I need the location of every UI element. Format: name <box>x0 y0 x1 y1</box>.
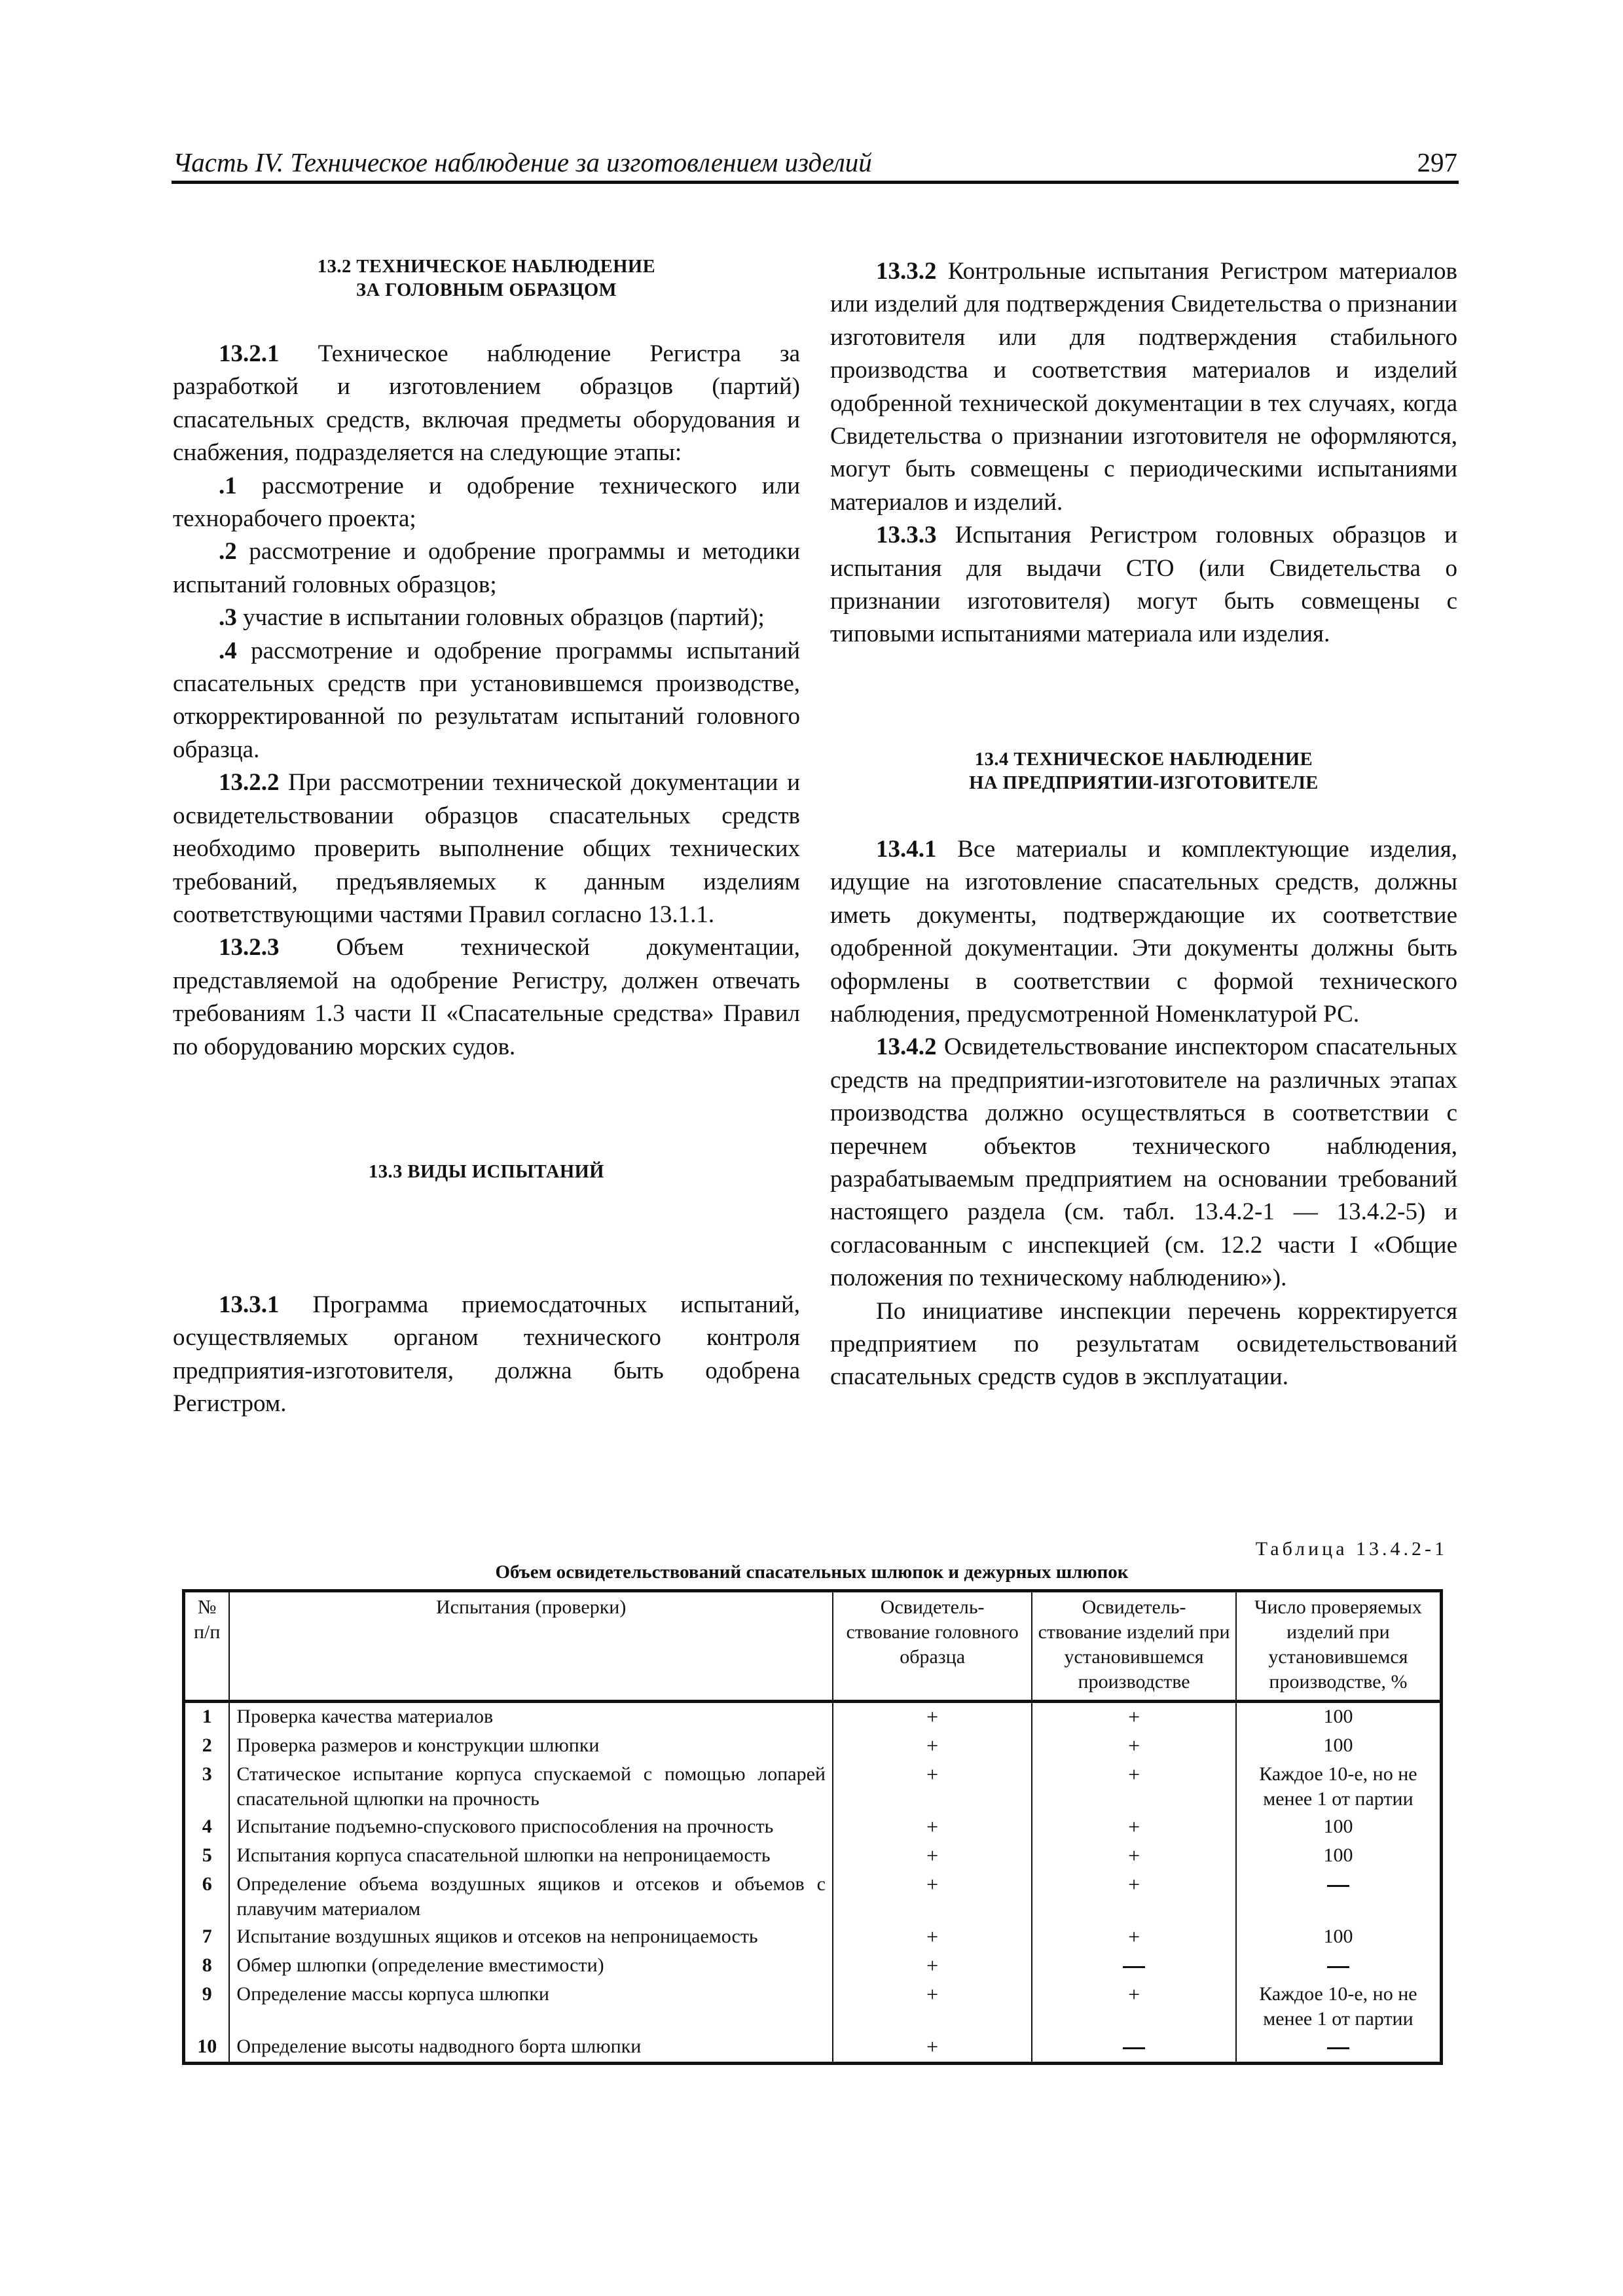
cell-text: Проверка размеров и конструкции шлюпки <box>236 1734 600 1756</box>
row-number <box>184 2033 230 2064</box>
table-row <box>184 1923 1442 1952</box>
cell-text: Испытания корпуса спасательной шлюпки на непроницаемость <box>236 1844 771 1866</box>
cell-text: + <box>926 2035 939 2058</box>
cell-text: 100 <box>1323 1926 1353 1947</box>
table-row <box>184 1702 1442 1732</box>
row-number <box>184 1761 230 1813</box>
cell-text: + <box>1128 1925 1140 1948</box>
paragraph-13-3-1 <box>173 1289 800 1421</box>
cell-text: + <box>926 1763 939 1786</box>
item-text: участие в испытании головных образцов (партий); <box>236 604 765 632</box>
header-head-sample: Освидетель- ствование головного образца <box>833 1591 1032 1702</box>
item-text: рассмотрение и одобрение технического или технорабочего проекта; <box>173 472 800 533</box>
row-number <box>184 1842 230 1871</box>
cell-text: 4 <box>202 1816 212 1837</box>
cell-text: + <box>926 1844 939 1867</box>
clause-number: 13.3.2 <box>876 258 937 285</box>
row-number <box>184 1732 230 1761</box>
cell-text: 1 <box>202 1706 212 1727</box>
table-row <box>184 1981 1442 2033</box>
cell-text: 5 <box>202 1844 212 1866</box>
item-number: .1 <box>219 472 237 499</box>
cell-text: + <box>926 1982 939 2006</box>
cell-text: + <box>926 1815 939 1839</box>
row-number <box>184 1871 230 1923</box>
section-heading-13-3 <box>173 1160 800 1184</box>
item-number: .4 <box>219 637 237 664</box>
heading-line: 13.4 ТЕХНИЧЕСКОЕ НАБЛЮДЕНИЕ <box>974 749 1313 770</box>
cell-text: + <box>1128 1982 1140 2006</box>
left-column <box>173 255 800 1421</box>
clause-number: 13.2.2 <box>219 769 280 797</box>
clause-number: 13.2.3 <box>219 934 280 961</box>
row-serial-mark <box>1032 1952 1236 1981</box>
clause-number: 13.2.1 <box>219 340 280 367</box>
row-percent <box>1236 2033 1442 2064</box>
paragraph-13-3-3 <box>830 519 1457 651</box>
row-test-name <box>229 1871 833 1923</box>
cell-text: + <box>926 1705 939 1729</box>
cell-text: + <box>1128 1705 1140 1729</box>
cell-text: Обмер шлюпки (определение вместимости) <box>236 1954 604 1976</box>
row-test-name <box>229 1923 833 1952</box>
table-row <box>184 1761 1442 1813</box>
cell-text: 100 <box>1323 1844 1353 1866</box>
row-head-sample-mark <box>833 1952 1032 1981</box>
row-head-sample-mark <box>833 1813 1032 1842</box>
table-row <box>184 1732 1442 1761</box>
table-row <box>184 2033 1442 2064</box>
paragraph-text: Освидетельствование инспектором спасательных средств на предприятии-изготовителе на различных этапах производства должно осуществляться в соответствии с перечнем объектов технического наблюдения, разрабатываемым предприятием на основании требований настоящего раздела (см. табл. 13.4.2-1 — 13.4.2-5) и согласованным с инспекцией (см. 12.2 части I «Общие положения по техническому наблюдению»). <box>830 1033 1457 1292</box>
row-serial-mark <box>1032 2033 1236 2064</box>
heading-line: НА ПРЕДПРИЯТИИ-ИЗГОТОВИТЕЛЕ <box>969 772 1319 793</box>
row-test-name <box>229 1702 833 1732</box>
table-title: Объем освидетельствований спасательных шлюпок и дежурных шлюпок <box>495 1562 1129 1583</box>
paragraph-13-4-1 <box>830 833 1457 1031</box>
cell-text: + <box>926 1734 939 1757</box>
cell-text: + <box>926 1873 939 1896</box>
heading-line: 13.2 ТЕХНИЧЕСКОЕ НАБЛЮДЕНИЕ <box>317 257 656 277</box>
row-head-sample-mark <box>833 1981 1032 2033</box>
cell-text: Испытание подъемно-спускового приспособления на прочность <box>236 1816 774 1837</box>
row-head-sample-mark <box>833 1871 1032 1923</box>
row-number <box>184 1702 230 1732</box>
list-item-3 <box>173 601 800 634</box>
cell-text: + <box>1128 1763 1140 1786</box>
paragraph-text: Все материалы и комплектующие изделия, идущие на изготовление спасательных средств, должны иметь документы, подтверждающие их соответствие одобренной документации. Эти документы должны быть оформлены в соответствии с формой технического наблюдения, предусмотренной Номенклатурой РС. <box>830 835 1457 1028</box>
paragraph-13-4-2 <box>830 1031 1457 1295</box>
cell-text: Определение высоты надводного борта шлюпки <box>236 2036 642 2057</box>
row-head-sample-mark <box>833 1702 1032 1732</box>
paragraph-13-2-3 <box>173 931 800 1064</box>
cell-text: 7 <box>202 1926 212 1947</box>
item-number: .2 <box>219 538 237 565</box>
row-percent <box>1236 1761 1442 1813</box>
row-test-name <box>229 1732 833 1761</box>
cell-text: Статическое испытание корпуса спускаемой с помощью лопарей спасательной щлюпки на прочность <box>236 1763 826 1810</box>
dash-mark <box>1327 1966 1349 1968</box>
row-test-name <box>229 1981 833 2033</box>
survey-table <box>182 1589 1443 2065</box>
running-title: Часть IV. Техническое наблюдение за изготовлением изделий <box>173 147 872 177</box>
row-serial-mark <box>1032 1981 1236 2033</box>
row-test-name <box>229 2033 833 2064</box>
paragraph-final: По инициативе инспекции перечень корректируется предприятием по результатам освидетельствований спасательных средств судов в эксплуатации. <box>830 1297 1457 1391</box>
cell-text: 2 <box>202 1734 212 1756</box>
cell-text: 100 <box>1323 1734 1353 1756</box>
table-body <box>184 1702 1442 2064</box>
clause-number: 13.3.1 <box>219 1291 280 1318</box>
paragraph-text: При рассмотрении технической документации и освидетельствовании образцов спасательных средств необходимо проверить выполнение общих технических требований, предъявляемых к данным изделиям соответствующими частями Правил согласно 13.1.1. <box>173 769 800 928</box>
cell-text: + <box>926 1925 939 1948</box>
cell-text: 6 <box>202 1873 212 1895</box>
row-test-name <box>229 1813 833 1842</box>
row-serial-mark <box>1032 1842 1236 1871</box>
row-head-sample-mark <box>833 1732 1032 1761</box>
cell-text: + <box>1128 1873 1140 1896</box>
table-row <box>184 1871 1442 1923</box>
header-name: Испытания (проверки) <box>229 1591 833 1702</box>
cell-text: 100 <box>1323 1816 1353 1837</box>
cell-text: Испытание воздушных ящиков и отсеков на непроницаемость <box>236 1926 758 1947</box>
row-serial-mark <box>1032 1732 1236 1761</box>
cell-text: Определение объема воздушных ящиков и отсеков и объемов с плавучим материалом <box>236 1873 826 1920</box>
row-percent <box>1236 1702 1442 1732</box>
right-column <box>830 255 1457 1394</box>
row-number <box>184 1813 230 1842</box>
row-serial-mark <box>1032 1871 1236 1923</box>
section-heading-13-4 <box>830 748 1457 795</box>
cell-text: Каждое 10-е, но не менее 1 от партии <box>1259 1983 1417 2030</box>
cell-text: 10 <box>197 2036 217 2057</box>
dash-mark <box>1123 2047 1145 2049</box>
list-item-1 <box>173 470 800 536</box>
cell-text: + <box>1128 1844 1140 1867</box>
table-row <box>184 1952 1442 1981</box>
clause-number: 13.4.1 <box>876 835 937 863</box>
clause-number: 13.4.2 <box>876 1033 937 1061</box>
paragraph-13-2-1 <box>173 338 800 470</box>
table-header-row <box>184 1591 1442 1702</box>
running-header <box>172 145 1459 184</box>
cell-text: + <box>1128 1734 1140 1757</box>
heading-line: 13.3 ВИДЫ ИСПЫТАНИЙ <box>369 1161 604 1182</box>
row-head-sample-mark <box>833 1761 1032 1813</box>
row-number <box>184 1981 230 2033</box>
row-percent <box>1236 1923 1442 1952</box>
row-number <box>184 1952 230 1981</box>
clause-number: 13.3.3 <box>876 522 937 549</box>
cell-text: + <box>1128 1815 1140 1839</box>
row-percent <box>1236 1981 1442 2033</box>
row-serial-mark <box>1032 1761 1236 1813</box>
paragraph-13-2-2 <box>173 766 800 931</box>
row-percent <box>1236 1813 1442 1842</box>
row-test-name <box>229 1952 833 1981</box>
dash-mark <box>1327 1885 1349 1887</box>
dash-mark <box>1327 2047 1349 2049</box>
row-serial-mark <box>1032 1923 1236 1952</box>
row-test-name <box>229 1761 833 1813</box>
paragraph-text: Программа приемосдаточных испытаний, осуществляемых органом технического контроля предприятия-изготовителя, должна быть одобрена Регистром. <box>173 1291 800 1418</box>
header-percent-checked: Число проверяемых изделий при установившемся производстве, % <box>1236 1591 1442 1702</box>
paragraph-text: Техническое наблюдение Регистра за разработкой и изготовлением образцов (партий) спасательных средств, включая предметы оборудования и снабжения, подразделяется на следующие этапы: <box>173 340 800 467</box>
item-number: .3 <box>219 604 237 632</box>
cell-text: Определение массы корпуса шлюпки <box>236 1983 549 2005</box>
row-number <box>184 1923 230 1952</box>
page-number: 297 <box>1417 147 1457 177</box>
header-serial-production: Освидетель- ствование изделий при установившемся производстве <box>1032 1591 1236 1702</box>
dash-mark <box>1123 1966 1145 1968</box>
item-text: рассмотрение и одобрение программы и методики испытаний головных образцов; <box>173 538 800 598</box>
item-text: рассмотрение и одобрение программы испытаний спасательных средств при установившемся производстве, откорректированной по результатам испытаний головного образца. <box>173 637 800 763</box>
header-num: № п/п <box>184 1591 230 1702</box>
row-test-name <box>229 1842 833 1871</box>
cell-text: 100 <box>1323 1706 1353 1727</box>
row-percent <box>1236 1952 1442 1981</box>
paragraph-text: Контрольные испытания Регистром материалов или изделий для подтверждения Свидетельства о признании изготовителя или для подтверждения стабильного производства и соответствия материалов и изделий одобренной технической документации в тех случаях, когда Свидетельства о признании изготовителя не оформляются, могут быть совмещены с периодическими испытаниями материалов и изделий. <box>830 258 1457 516</box>
cell-text: Каждое 10-е, но не менее 1 от партии <box>1259 1763 1417 1810</box>
section-heading-13-2 <box>173 255 800 302</box>
cell-text: 3 <box>202 1763 212 1785</box>
row-head-sample-mark <box>833 1842 1032 1871</box>
row-head-sample-mark <box>833 2033 1032 2064</box>
paragraph-13-3-2 <box>830 255 1457 519</box>
cell-text: + <box>926 1954 939 1977</box>
list-item-4 <box>173 635 800 767</box>
table-row <box>184 1813 1442 1842</box>
row-percent <box>1236 1842 1442 1871</box>
row-percent <box>1236 1871 1442 1923</box>
cell-text: 8 <box>202 1954 212 1976</box>
table-row <box>184 1842 1442 1871</box>
paragraph-text: Испытания Регистром головных образцов и испытания для выдачи СТО (или Свидетельства о признании изготовителя) могут быть совмещены с типовыми испытаниями материала или изделия. <box>830 522 1457 648</box>
table-caption: Таблица 13.4.2-1 <box>1255 1538 1448 1560</box>
heading-line: ЗА ГОЛОВНЫМ ОБРАЗЦОМ <box>356 280 617 300</box>
row-serial-mark <box>1032 1813 1236 1842</box>
cell-text: 9 <box>202 1983 212 2005</box>
paragraph-text: Объем технической документации, представляемой на одобрение Регистру, должен отвечать требованиям 1.3 части II «Спасательные средства» Правил по оборудованию морских судов. <box>173 934 800 1060</box>
row-serial-mark <box>1032 1702 1236 1732</box>
row-head-sample-mark <box>833 1923 1032 1952</box>
row-percent <box>1236 1732 1442 1761</box>
list-item-2 <box>173 535 800 601</box>
cell-text: Проверка качества материалов <box>236 1706 494 1727</box>
